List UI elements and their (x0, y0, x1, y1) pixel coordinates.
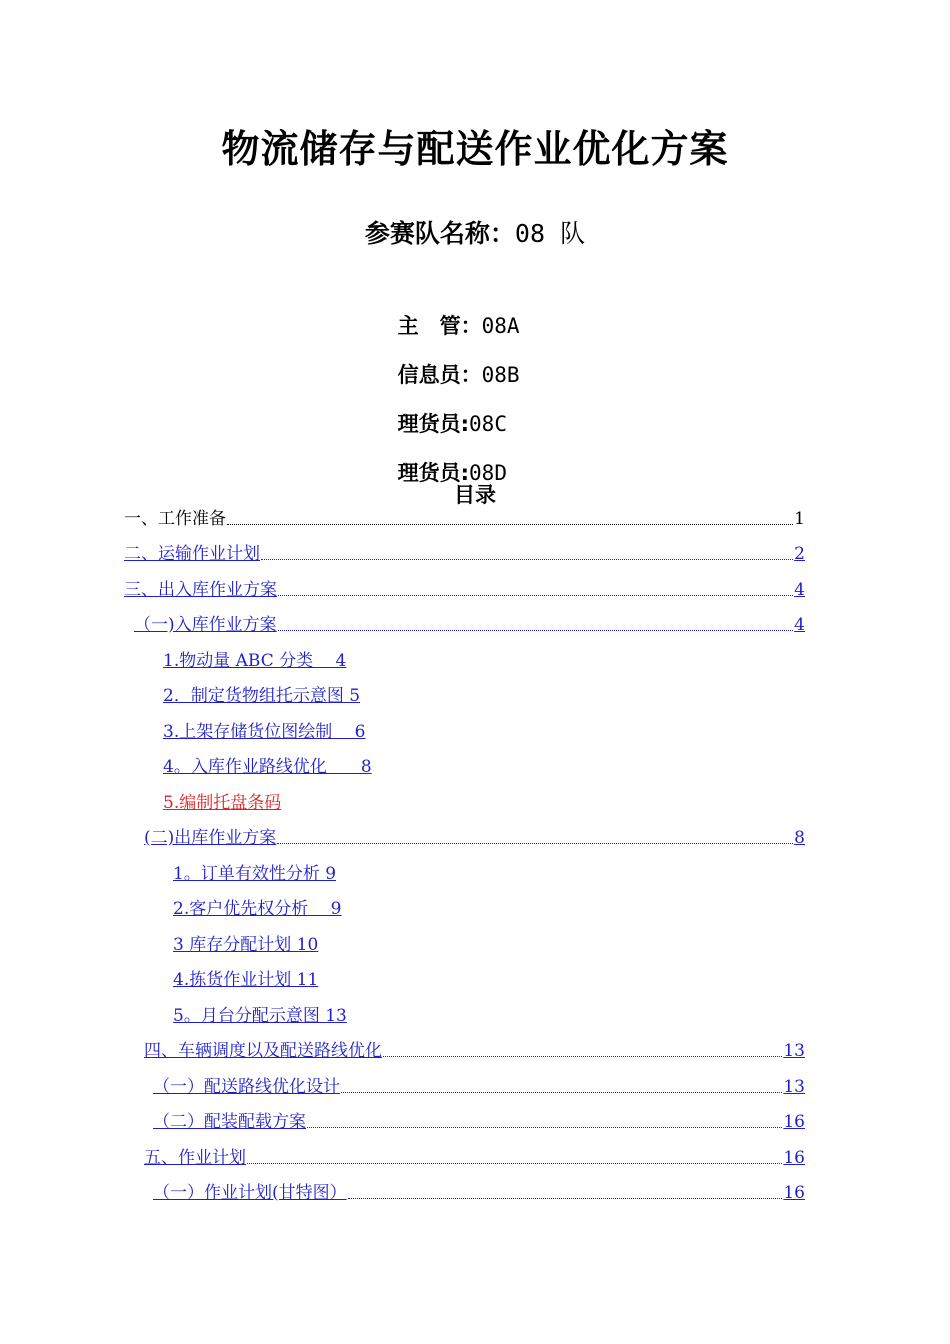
toc-entry-3-1-5[interactable] (163, 790, 281, 814)
toc-entry-label: 2.客户优先权分析 9 (173, 899, 342, 919)
toc-entry-3-2[interactable] (144, 825, 805, 849)
toc-entry-3-1-2[interactable] (163, 683, 360, 707)
toc-leader-dots (383, 1056, 782, 1057)
toc-leader-dots (307, 1127, 782, 1128)
toc-entry-4-1[interactable] (153, 1074, 805, 1098)
toc-entry-4-2[interactable] (153, 1109, 805, 1133)
toc-entry-page: 16 (783, 1112, 805, 1132)
toc-entry-5-1[interactable] (153, 1180, 805, 1204)
toc-entry-3-2-1[interactable] (173, 861, 336, 885)
toc-entry-page: 4 (794, 615, 805, 635)
toc-leader-dots (341, 1092, 782, 1093)
toc-entry-label: 五、作业计划 (144, 1148, 246, 1168)
toc-entry-label: 5.编制托盘条码 (163, 793, 282, 813)
toc-entry-label: （二）配装配载方案 (153, 1112, 306, 1132)
toc-leader-dots (278, 595, 793, 596)
toc-leader-dots (247, 1163, 782, 1164)
team-name-line (0, 214, 950, 250)
toc-entry-5[interactable] (144, 1145, 805, 1169)
toc-leader-dots (348, 1198, 783, 1199)
toc-entry-page: 2 (794, 544, 805, 564)
toc-entry-label: （一)入库作业方案 (134, 615, 277, 635)
member-value: 08D (469, 461, 507, 485)
member-line-info-officer (383, 335, 520, 389)
toc-leader-dots (227, 524, 793, 525)
toc-entry-label: 三、出入库作业方案 (124, 580, 277, 600)
toc-leader-dots (261, 559, 793, 560)
toc-entry-3-1-4[interactable] (163, 754, 372, 778)
document-title: 物流储存与配送作业优化方案 (221, 127, 729, 171)
toc-entry-label: 4.拣货作业计划 11 (173, 970, 319, 990)
toc-entry-label: （一）作业计划(甘特图） (153, 1183, 347, 1203)
toc-entry-page: 8 (794, 828, 805, 848)
toc-entry-3-2-5[interactable] (173, 1003, 347, 1027)
team-label: 参赛队名称： (364, 219, 515, 248)
toc-entry-label: 5。月台分配示意图 13 (173, 1006, 347, 1026)
toc-entry-label: (二)出库作业方案 (144, 828, 277, 848)
toc-entry-label: 2．制定货物组托示意图 5 (163, 686, 361, 706)
toc-heading: 目录 (454, 483, 496, 507)
toc-entry-3-1[interactable] (134, 612, 805, 636)
toc-entry-page: 13 (783, 1041, 805, 1061)
toc-entry-3-1-1[interactable] (163, 648, 346, 672)
member-value: 08B (481, 363, 520, 387)
member-line-clerk-c (383, 384, 507, 438)
toc-entry-3-2-4[interactable] (173, 967, 318, 991)
toc-entry-page: 1 (794, 509, 805, 529)
toc-entry-3[interactable] (124, 577, 805, 601)
toc-entry-page: 13 (783, 1077, 805, 1097)
toc-entry-page: 16 (783, 1183, 805, 1203)
member-label: 主 管： (397, 314, 482, 338)
toc-leader-dots (278, 630, 794, 631)
toc-entry-3-1-3[interactable] (163, 719, 365, 743)
toc-entry-label: （一）配送路线优化设计 (153, 1077, 340, 1097)
toc-entry-4[interactable] (144, 1038, 805, 1062)
toc-entry-3-2-3[interactable] (173, 932, 318, 956)
team-value: 08 队 (514, 219, 586, 248)
toc-entry-3-2-2[interactable] (173, 896, 341, 920)
toc-entry-1 (124, 506, 805, 530)
member-value: 08A (481, 314, 520, 338)
member-value: 08C (469, 412, 507, 436)
toc-entry-label: 4。入库作业路线优化 8 (163, 757, 372, 777)
toc-entry-page: 16 (783, 1148, 805, 1168)
toc-entry-label: 二、运输作业计划 (124, 544, 260, 564)
toc-leader-dots (277, 843, 793, 844)
member-label: 信息员： (397, 363, 482, 387)
toc-entry-label: 3.上架存储货位图绘制 6 (163, 722, 366, 742)
toc-entry-2[interactable] (124, 541, 805, 565)
toc-entry-label: 3 库存分配计划 10 (173, 935, 319, 955)
toc-entry-label: 一、工作准备 (124, 509, 226, 529)
member-line-supervisor (383, 286, 520, 340)
member-label: 理货员: (397, 412, 470, 436)
toc-entry-label: 1.物动量 ABC 分类 4 (163, 651, 347, 671)
toc-entry-label: 1。订单有效性分析 9 (173, 864, 337, 884)
toc-entry-label: 四、车辆调度以及配送路线优化 (144, 1041, 382, 1061)
member-label: 理货员: (397, 461, 470, 485)
toc-entry-page: 4 (794, 580, 805, 600)
